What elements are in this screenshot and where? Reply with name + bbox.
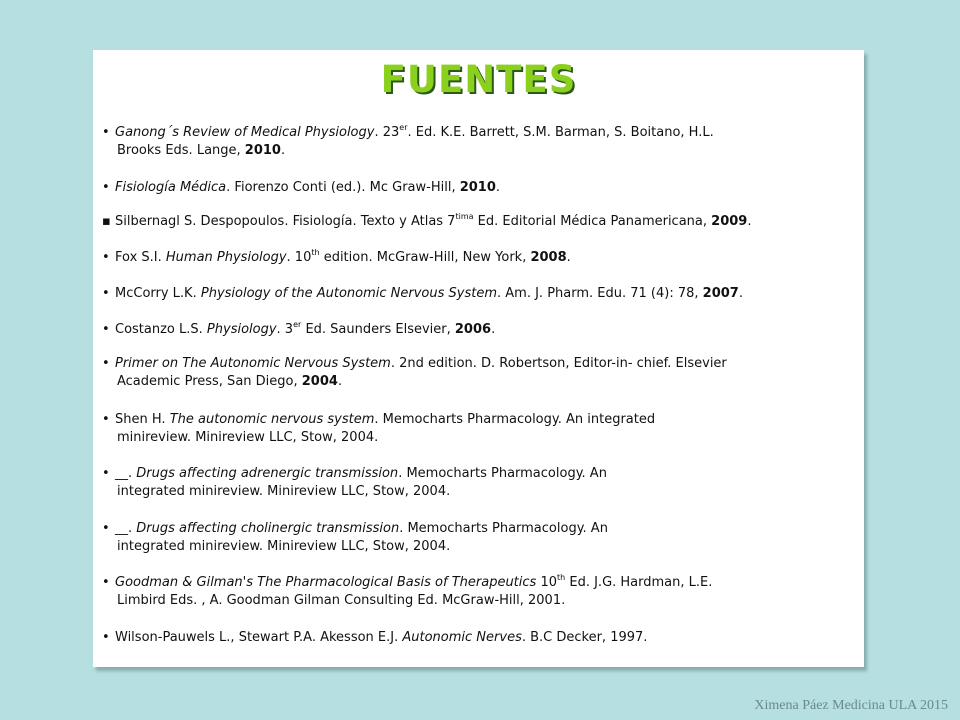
reference-text: Physiology of the Autonomic Nervous System — [200, 286, 498, 301]
reference-text: 10 — [536, 575, 558, 590]
reference-item — [102, 321, 857, 339]
reference-text: __. — [115, 466, 137, 481]
reference-text: . 10 — [286, 250, 312, 265]
reference-text: Goodman & Gilman's The Pharmacological Basis of Therapeutics — [115, 575, 537, 590]
reference-text: 2009 — [711, 214, 748, 229]
reference-text: Fox S.I. — [115, 250, 166, 265]
reference-text: minireview. Minireview LLC, Stow, 2004. — [117, 430, 379, 445]
reference-line — [115, 466, 607, 481]
reference-text: . Memocharts Pharmacology. An — [398, 466, 607, 481]
bullet-icon: • — [102, 286, 110, 301]
reference-text: Ed. Editorial Médica Panamericana, — [473, 214, 712, 229]
bullet-icon: • — [102, 521, 110, 536]
reference-text: Brooks Eds. Lange, — [117, 143, 245, 158]
bullet-icon: • — [102, 412, 110, 427]
reference-item — [102, 411, 857, 447]
reference-text: Wilson-Pauwels L., Stewart P.A. Akesson E.J. — [115, 630, 403, 645]
bullet-icon: • — [102, 630, 110, 645]
reference-text: er — [293, 320, 302, 329]
reference-item — [102, 249, 857, 267]
reference-text: 2010 — [244, 143, 281, 158]
reference-text: . — [495, 180, 501, 195]
reference-text: integrated minireview. Minireview LLC, Stow, 2004. — [117, 484, 451, 499]
reference-text: . Ed. K.E. Barrett, S.M. Barman, S. Boitano, H.L. — [407, 125, 714, 140]
reference-text: Silbernagl S. Despopoulos. Fisiología. Texto y Atlas 7 — [115, 214, 456, 229]
reference-text: 2004 — [301, 374, 338, 389]
reference-line — [115, 322, 495, 337]
reference-line-continued — [102, 538, 857, 556]
reference-item — [102, 629, 857, 647]
reference-text: . — [280, 143, 286, 158]
reference-text: Primer on The Autonomic Nervous System — [115, 356, 391, 371]
reference-item — [102, 520, 857, 556]
reference-line-continued — [102, 142, 857, 160]
reference-text: Shen H. — [115, 412, 170, 427]
reference-text: . — [747, 214, 752, 229]
reference-text: . — [566, 250, 571, 265]
reference-text: The autonomic nervous system — [169, 412, 375, 427]
reference-text: . 2nd edition. D. Robertson, Editor-in- chief. Elsevier — [390, 356, 727, 371]
bullet-icon: • — [102, 575, 110, 590]
reference-line — [115, 575, 712, 590]
reference-list — [93, 50, 864, 667]
bullet-icon: ▪ — [102, 214, 111, 229]
bullet-icon: • — [102, 466, 110, 481]
reference-text: Academic Press, San Diego, — [117, 374, 302, 389]
reference-line — [115, 286, 743, 301]
reference-item — [102, 285, 857, 303]
reference-text: tima — [455, 212, 474, 221]
reference-item — [102, 124, 857, 160]
reference-text: Drugs affecting adrenergic transmission — [136, 466, 399, 481]
reference-text: 2010 — [459, 180, 496, 195]
reference-text: Autonomic Nerves — [402, 630, 522, 645]
reference-item — [102, 574, 857, 610]
reference-line — [115, 125, 714, 140]
reference-item — [102, 465, 857, 501]
reference-text: . Memocharts Pharmacology. An integrated — [374, 412, 656, 427]
reference-text: . Fiorenzo Conti (ed.). Mc Graw-Hill, — [226, 180, 460, 195]
slide-title: FUENTES — [380, 58, 577, 101]
reference-text: Ganong´s — [115, 125, 184, 140]
reference-text: th — [311, 248, 320, 257]
slide-panel — [93, 50, 864, 667]
reference-item — [102, 179, 857, 197]
reference-line — [115, 521, 608, 536]
reference-text: . — [491, 322, 496, 337]
reference-text: McCorry L.K. — [115, 286, 201, 301]
bullet-icon: • — [102, 125, 110, 140]
reference-text: edition. McGraw-Hill, New York, — [319, 250, 531, 265]
reference-line-continued — [102, 429, 857, 447]
reference-text: __. — [115, 521, 137, 536]
reference-line — [115, 250, 571, 265]
reference-text: . — [337, 374, 343, 389]
reference-text: . — [738, 286, 743, 301]
reference-line-continued — [102, 592, 857, 610]
reference-line-continued — [102, 483, 857, 501]
reference-text: . B.C Decker, 1997. — [521, 630, 648, 645]
bullet-icon: • — [102, 356, 110, 371]
reference-text: Review of Medical Physiology — [183, 125, 375, 140]
reference-text: integrated minireview. Minireview LLC, Stow, 2004. — [117, 539, 451, 554]
reference-line — [115, 356, 727, 371]
reference-line-continued — [102, 373, 857, 391]
reference-text: 2007 — [702, 286, 739, 301]
reference-text: Physiology — [206, 322, 277, 337]
reference-line — [115, 630, 647, 645]
reference-line — [115, 214, 751, 229]
bullet-icon: • — [102, 250, 110, 265]
reference-text: Drugs affecting cholinergic transmission — [136, 521, 400, 536]
reference-line — [115, 180, 500, 195]
reference-text: Ed. J.G. Hardman, L.E. — [565, 575, 713, 590]
reference-text: . 23 — [374, 125, 400, 140]
reference-item — [102, 213, 857, 231]
reference-text: 2006 — [454, 322, 492, 337]
footer-credit: Ximena Páez Medicina ULA 2015 — [754, 698, 948, 713]
reference-text: . Memocharts Pharmacology. An — [399, 521, 608, 536]
bullet-icon: • — [102, 180, 110, 195]
reference-text: th — [557, 573, 566, 582]
reference-text: Limbird Eds. , A. Goodman Gilman Consulting Ed. McGraw-Hill, 2001. — [117, 593, 566, 608]
reference-text: . Am. J. Pharm. Edu. 71 (4): 78, — [497, 286, 703, 301]
reference-item — [102, 355, 857, 391]
reference-text: 2008 — [530, 250, 567, 265]
reference-line — [115, 412, 655, 427]
bullet-icon: • — [102, 322, 110, 337]
reference-text: Fisiología Médica — [115, 180, 227, 195]
reference-text: Ed. Saunders Elsevier, — [301, 322, 455, 337]
reference-text: Human Physiology — [165, 250, 287, 265]
reference-text: Costanzo L.S. — [115, 322, 207, 337]
reference-text: er — [399, 123, 408, 132]
reference-text: . 3 — [276, 322, 294, 337]
